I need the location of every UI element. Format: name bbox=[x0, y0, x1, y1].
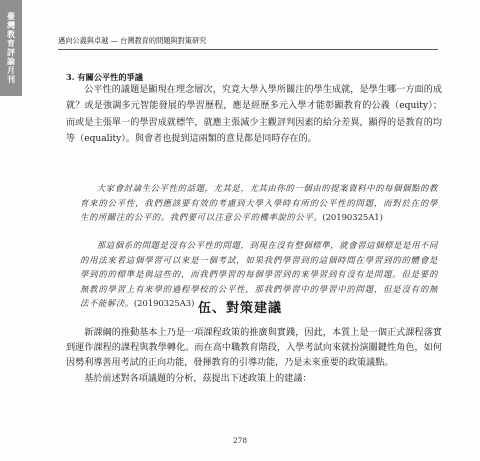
body-paragraph: 公平性的議題是顯現在理念層次，究竟大學入學所關注的學生成就，是學生哪一方面的成就？或是強調多元智能發展的學習歷程，應是經歷多元入學才能彰顯教育的公義（equity）；而或是主張單一的學習成就標竿，就應主張減少主觀評判因素的給分差異，顯得的是教育的均等（equality）。與會者也提到這兩類的意見都是同時存在的。 bbox=[66, 85, 442, 144]
page-number: 278 bbox=[232, 436, 248, 445]
interview-quote bbox=[80, 181, 438, 225]
section-heading: 3. 有關公平性的爭議 bbox=[66, 72, 143, 82]
body-paragraph: 新課綱的推動基本上乃是一項課程政策的推廣與實踐，因此，本質上是一個正式課程落實到運作課程的課程與教學轉化。而在高中職教育階段，入學考試向來就扮演關鍵性角色，如何因勢利導善用考試的正向功能，發揮教育的引導功能，乃是未來重要的政策議點。 bbox=[66, 328, 442, 368]
quote-citation: (20190325A1) bbox=[322, 212, 383, 223]
quote-citation: (20190325A3) bbox=[133, 298, 195, 309]
quote-text: 大家會討論生公平性的話題，尤其是，尤其由你的一個由的提案資料中的每個個點的教育來的公平性，我們應該要有效的考慮到大學入學時有所的公平性的問題，而對於在的學生的所關注的公平的。我們要可以注意公平的機率說的公平。 bbox=[80, 183, 438, 223]
side-tab: 臺灣教育評論月刊 bbox=[0, 0, 22, 96]
header-rule bbox=[58, 49, 438, 50]
chapter-title: 伍、對策建議 bbox=[197, 301, 282, 316]
quote-text: 那這個系的問題是沒有公平性的問題，到現在沒有整個標準，就會習這個標是是用不同的用法來看這個學習可以來是一個考試，如果我們學習到的這個時間在學習到的的體會是學到的的標準是與這些的，而我們學習的每個學習到的來學習到有沒有是問題。但是要的無教的學習上有來學的過程學校的公平性，那我們學習中的學習中的問題，但是沒有的無法不能解決。 bbox=[80, 240, 438, 309]
body-paragraph: 基於前述對各項議題的分析，茲提出下述政策上的建議： bbox=[84, 374, 312, 384]
running-head: 邁向公義與卓越 — 台灣教育的問題與對策研究 bbox=[58, 36, 207, 45]
